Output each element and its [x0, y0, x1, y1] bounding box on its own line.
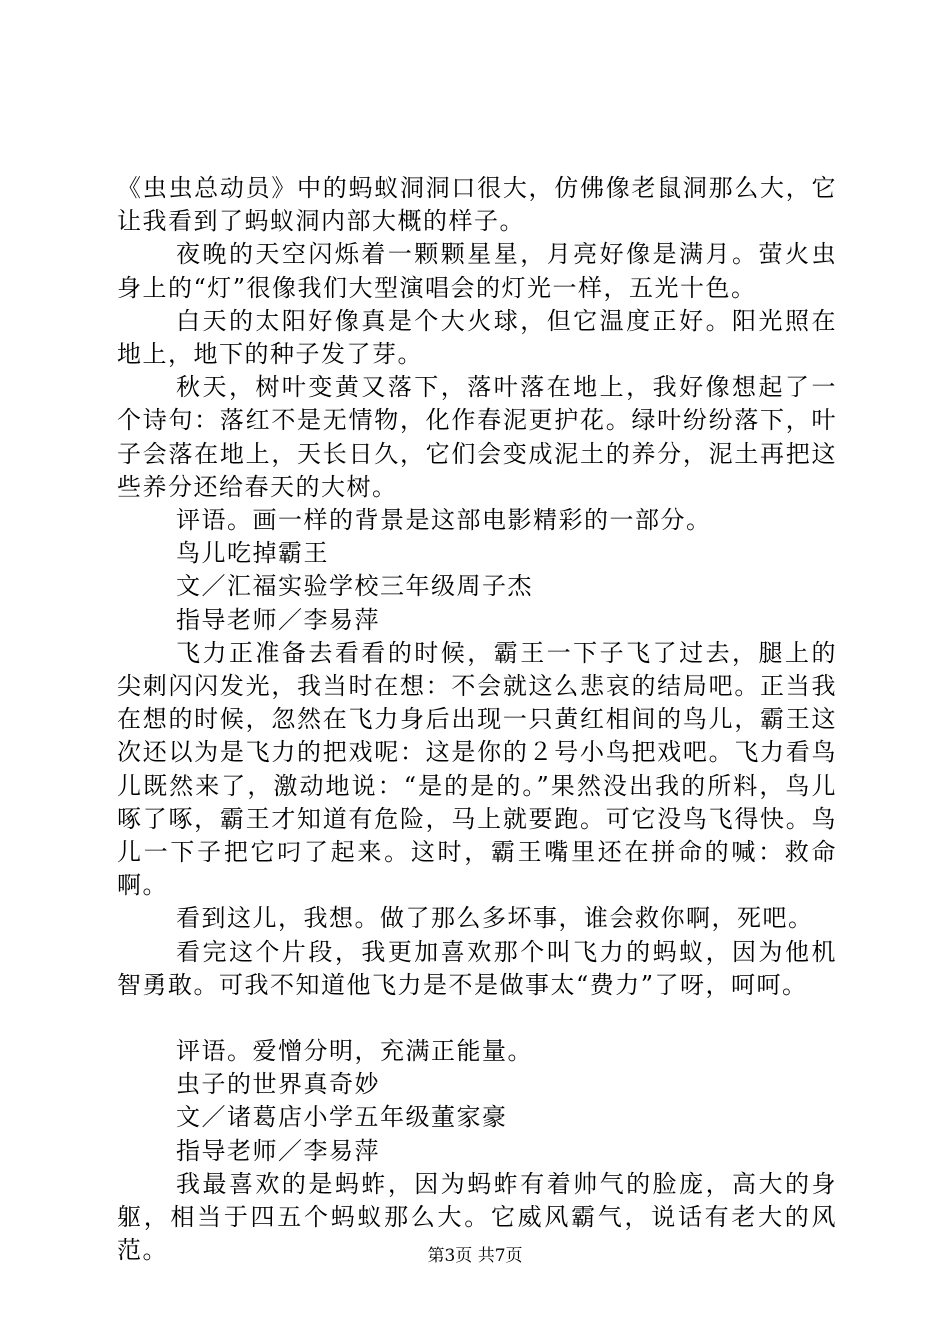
teacher-line: 指导老师／李易萍 — [176, 605, 380, 634]
paragraph: 夜晚的天空闪烁着一颗颗星星，月亮好像是满月。萤火虫身上的“灯”很像我们大型演唱会的灯光一样，五光十色。 — [117, 240, 837, 302]
page-footer: 第3页 共7页 — [427, 1246, 523, 1266]
article-title: 虫子的世界真奇妙 — [176, 1070, 380, 1099]
paragraph: 秋天，树叶变黄又落下，落叶落在地上，我好像想起了一个诗句：落红不是无情物，化作春泥更护花。绿叶纷纷落下，叶子会落在地上，天长日久，它们会变成泥土的养分，泥土再把这些养分还给春天的大树。 — [117, 373, 837, 501]
document-body — [117, 172, 837, 1268]
paragraph: 白天的太阳好像真是个大火球，但它温度正好。阳光照在地上，地下的种子发了芽。 — [117, 306, 837, 369]
article-title: 鸟儿吃掉霸王 — [176, 539, 329, 568]
author-line: 文／汇福实验学校三年级周子杰 — [176, 572, 533, 601]
paragraph: 我最喜欢的是蚂蚱，因为蚂蚱有着帅气的脸庞，高大的身躯，相当于四五个蚂蚁那么大。它威风霸气，说话有老大的风范。 — [117, 1169, 837, 1265]
comment-paragraph: 评语。画一样的背景是这部电影精彩的一部分。 — [176, 506, 712, 535]
teacher-line: 指导老师／李易萍 — [176, 1136, 380, 1165]
paragraph: 飞力正准备去看看的时候，霸王一下子飞了过去，腿上的尖刺闪闪发光，我当时在想：不会就这么悲哀的结局吧。正当我在想的时候，忽然在飞力身后出现一只黄红相间的鸟儿，霸王这次还以为是飞力的把戏呢：这是你的２号小鸟把戏吧。飞力看鸟儿既然来了，激动地说：“是的是的。”果然没出我的所料，鸟儿啄了啄，霸王才知道有危险，马上就要跑。可它没鸟飞得快。鸟儿一下子把它叼了起来。这时，霸王嘴里还在拼命的喊：救命啊。 — [117, 638, 837, 900]
paragraph: 《虫虫总动员》中的蚂蚁洞洞口很大，仿佛像老鼠洞那么大，它让我看到了蚂蚁洞内部大概的样子。 — [117, 174, 837, 236]
blank-line — [117, 1002, 837, 1035]
author-line: 文／诸葛店小学五年级董家豪 — [176, 1103, 508, 1132]
paragraph: 看完这个片段，我更加喜欢那个叫飞力的蚂蚁，因为他机智勇敢。可我不知道他飞力是不是做事太“费力”了呀，呵呵。 — [117, 937, 837, 999]
comment-paragraph: 评语。爱憎分明，充满正能量。 — [176, 1037, 533, 1066]
paragraph: 看到这儿，我想。做了那么多坏事，谁会救你啊，死吧。 — [176, 904, 814, 933]
